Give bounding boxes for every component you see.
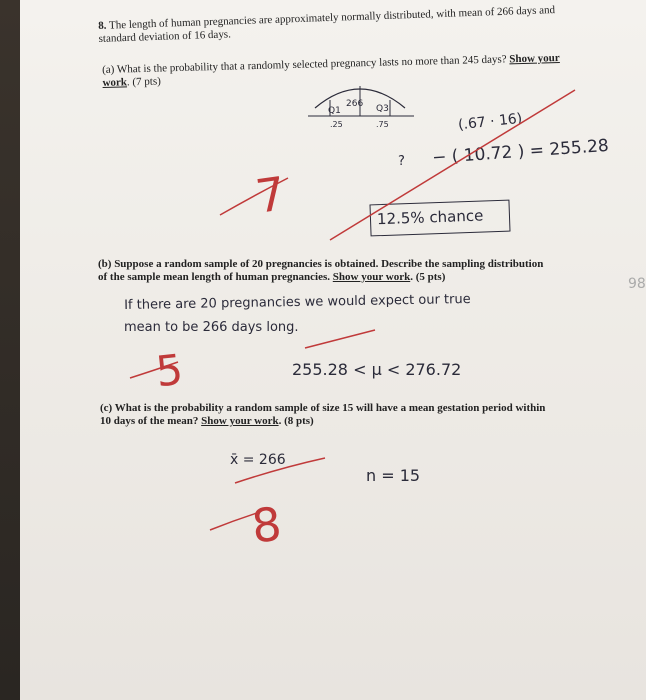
part-b-show-work: Show your work [332, 271, 411, 283]
part-c-prompt: (c) What is the probability a random sample of size 15 will have a mean gestation period within 10 days of the mean? Show your work. (8 pts) [100, 402, 570, 428]
score-total: 98 [628, 276, 646, 292]
hand-q3-label: Q3 [376, 104, 389, 114]
hand-q1-percent: .25 [330, 120, 343, 129]
hand-calc-line2: − ( 10.72 ) = 255.28 [431, 135, 610, 169]
score-a: 7 [252, 166, 289, 224]
hand-q1-label: Q1 [328, 106, 341, 116]
score-c: 8 [249, 496, 285, 554]
part-c-text-line2: 10 days of the mean? [100, 415, 199, 427]
worksheet-page [20, 0, 646, 700]
hand-q3-percent: .75 [376, 120, 389, 129]
hand-xbar: x̄ = 266 [230, 452, 286, 468]
part-c-text-line1: (c) What is the probability a random sample of size 15 will have a mean gestation period within [100, 402, 546, 414]
part-b-points: (5 pts) [415, 271, 446, 283]
hand-calc-line1: (.67 · 16) [457, 110, 524, 134]
part-a-points: (7 pts) [132, 75, 162, 89]
answer-b-interval: 255.28 < μ < 276.72 [292, 360, 462, 379]
part-a-show-work: Show your work [102, 52, 560, 89]
part-a-text: (a) What is the probability that a randomly selected pregnancy lasts no more than 245 days? [102, 53, 507, 76]
part-b-prompt: (b) Suppose a random sample of 20 pregnancies is obtained. Describe the sampling distribution of the sample mean length of human pregnancies. Show your work. (5 pts) [98, 258, 568, 284]
question-intro-text: The length of human pregnancies are approximately normally distributed, with mean of 266 days and standard deviation of 16 days. [98, 4, 556, 45]
part-b-text-line1: (b) Suppose a random sample of 20 pregnancies is obtained. Describe the sampling distribution [98, 258, 544, 270]
score-b: 5 [153, 344, 186, 397]
answer-a-text: 12.5% chance [376, 206, 484, 229]
answer-a-box [369, 200, 510, 237]
part-c-show-work: Show your work [201, 415, 279, 427]
answer-b-line1: If there are 20 pregnancies we would expect our true [124, 291, 471, 313]
part-c-points: (8 pts) [284, 415, 314, 427]
hand-n: n = 15 [366, 466, 421, 485]
question-number: 8. [98, 19, 107, 32]
part-a-prompt: (a) What is the probability that a randomly selected pregnancy lasts no more than 245 days? Show your work. (7 pts) [102, 52, 560, 89]
question-intro [98, 4, 559, 46]
hand-question-mark: ? [398, 154, 405, 169]
part-b-text-line2: of the sample mean length of human pregnancies. [98, 271, 331, 283]
ink-overlay [20, 0, 646, 700]
answer-b-line2: mean to be 266 days long. [124, 320, 299, 335]
hand-mean-label: 266 [346, 99, 364, 109]
